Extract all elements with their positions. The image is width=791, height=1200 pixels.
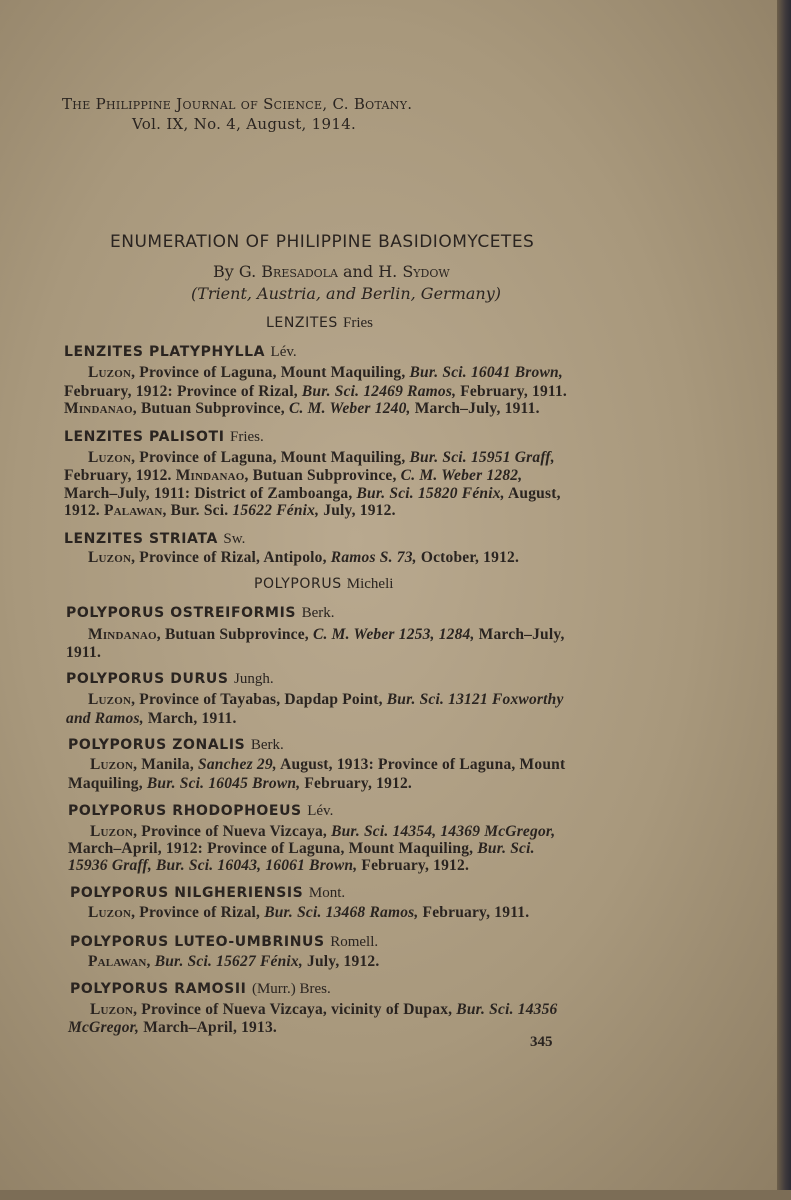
article-title: ENUMERATION OF PHILIPPINE BASIDIOMYCETES <box>110 232 535 252</box>
species-heading: POLYPORUS OSTREIFORMIS Berk. <box>66 605 335 621</box>
entry-line: Luzon, Province of Laguna, Mount Maquiling, Bur. Sci. 15951 Graff, <box>88 449 555 466</box>
entry-line: Maquiling, Bur. Sci. 16045 Brown, February, 1912. <box>68 775 412 792</box>
byline: By G. Bresadola and H. Sydow <box>213 262 450 281</box>
entry-line: and Ramos, March, 1911. <box>66 710 237 727</box>
journal-volume: Vol. IX, No. 4, August, 1914. <box>132 115 357 133</box>
section-heading-lenzites: LENZITES Fries <box>266 315 373 331</box>
entry-line: Palawan, Bur. Sci. 15627 Fénix, July, 1912. <box>88 953 380 970</box>
entry-line: 15936 Graff, Bur. Sci. 16043, 16061 Brown, February, 1912. <box>68 857 470 874</box>
species-heading: POLYPORUS DURUS Jungh. <box>66 671 274 687</box>
species-heading: POLYPORUS LUTEO-UMBRINUS Romell. <box>70 934 379 950</box>
species-heading: POLYPORUS RHODOPHOEUS Lév. <box>68 803 334 819</box>
species-heading: POLYPORUS NILGHERIENSIS Mont. <box>70 885 346 901</box>
affiliation: (Trient, Austria, and Berlin, Germany) <box>191 284 501 303</box>
species-heading: LENZITES PLATYPHYLLA Lév. <box>64 344 297 360</box>
author-1: Bresadola <box>261 262 338 281</box>
species-heading: LENZITES PALISOTI Fries. <box>64 429 264 445</box>
journal-title: The Philippine Journal of Science, C. Botany. <box>62 95 413 113</box>
entry-line: Luzon, Province of Nueva Vizcaya, vicinity of Dupax, Bur. Sci. 14356 <box>90 1001 558 1018</box>
section-heading-polyporus: POLYPORUS Micheli <box>254 576 394 592</box>
entry-line: Mindanao, Butuan Subprovince, C. M. Weber 1240, March–July, 1911. <box>64 400 540 417</box>
entry-line: March–April, 1912: Province of Laguna, Mount Maquiling, Bur. Sci. <box>68 840 535 857</box>
entry-line: Luzon, Manila, Sanchez 29, August, 1913: Province of Laguna, Mount <box>90 756 566 773</box>
footer-strip <box>0 1190 791 1200</box>
species-heading: POLYPORUS RAMOSII (Murr.) Bres. <box>70 981 331 997</box>
species-heading: LENZITES STRIATA Sw. <box>64 531 246 547</box>
entry-line: Luzon, Province of Laguna, Mount Maquiling, Bur. Sci. 16041 Brown, <box>88 364 563 381</box>
page-edge <box>777 0 791 1200</box>
page-number: 345 <box>530 1034 553 1050</box>
author-2: Sydow <box>402 262 450 281</box>
entry-line: Luzon, Province of Rizal, Bur. Sci. 13468 Ramos, February, 1911. <box>88 904 530 921</box>
entry-line: McGregor, March–April, 1913. <box>68 1019 277 1036</box>
entry-line: Luzon, Province of Nueva Vizcaya, Bur. Sci. 14354, 14369 McGregor, <box>90 823 556 840</box>
entry-line: March–July, 1911: District of Zamboanga, Bur. Sci. 15820 Fénix, August, <box>64 485 561 502</box>
entry-line: Mindanao, Butuan Subprovince, C. M. Weber 1253, 1284, March–July, <box>88 626 565 643</box>
entry-line: February, 1912: Province of Rizal, Bur. Sci. 12469 Ramos, February, 1911. <box>64 383 568 400</box>
entry-line: Luzon, Province of Tayabas, Dapdap Point, Bur. Sci. 13121 Foxworthy <box>88 691 564 708</box>
species-heading: POLYPORUS ZONALIS Berk. <box>68 737 284 753</box>
entry-line: 1912. Palawan, Bur. Sci. 15622 Fénix, July, 1912. <box>64 502 396 519</box>
entry-line: Luzon, Province of Rizal, Antipolo, Ramos S. 73, October, 1912. <box>88 549 520 566</box>
entry-line: 1911. <box>66 644 102 661</box>
entry-line: February, 1912. Mindanao, Butuan Subprovince, C. M. Weber 1282, <box>64 467 523 484</box>
